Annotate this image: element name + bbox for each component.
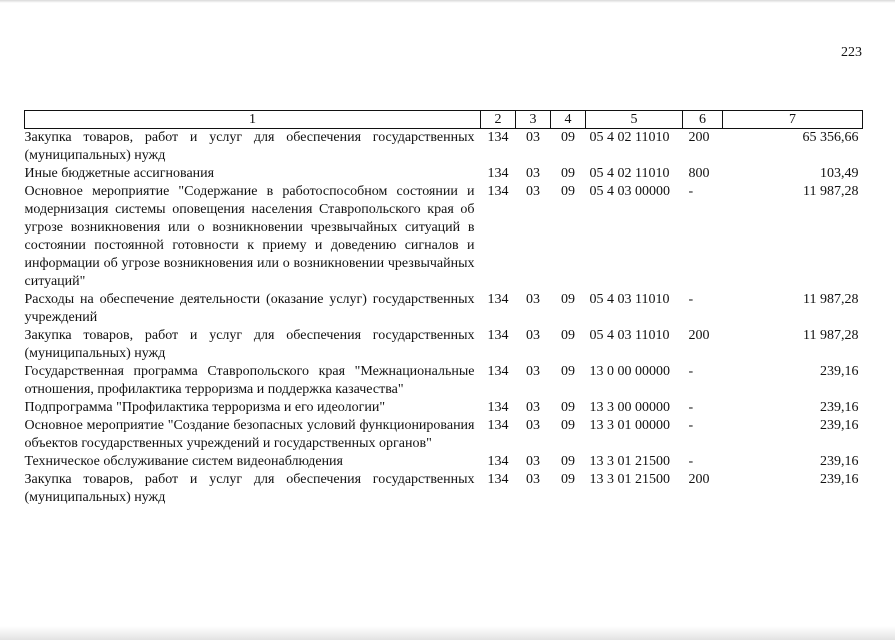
header-col-3: 3: [516, 111, 551, 129]
row-name: Основное мероприятие "Содержание в работоспособном состоянии и модернизация системы оповещения населения Ставропольского края об угрозе возникновения или о возникновении чрезвычайных ситуаций в состоянии постоянной готовности к приему и доведению сигналов и информации об угрозе возникновения или о возникновении чрезвычайных ситуаций": [24, 184, 475, 289]
row-vr: -: [688, 292, 694, 307]
row-sum: 11 987,28: [803, 328, 859, 343]
row-csr: 05 4 03 11010: [589, 328, 670, 343]
table-header-row: [25, 111, 863, 129]
row-csr: 05 4 03 11010: [589, 292, 670, 307]
row-name: Техническое обслуживание систем видеонаблюдения: [24, 454, 343, 469]
row-csr: 05 4 03 00000: [589, 184, 670, 199]
row-rz: 03: [526, 418, 540, 433]
row-sum: 103,49: [820, 166, 859, 181]
row-csr: 13 3 00 00000: [589, 400, 670, 415]
scan-edge-top: [0, 0, 895, 3]
row-rz: 03: [526, 364, 540, 379]
row-sum: 239,16: [820, 472, 859, 487]
row-vr: -: [688, 184, 694, 199]
header-col-5: 5: [586, 111, 683, 129]
scan-edge-bottom: [0, 626, 895, 640]
row-sum: 11 987,28: [803, 292, 859, 307]
table-row: [25, 399, 863, 417]
row-rz: 03: [526, 184, 540, 199]
table-row: [25, 165, 863, 183]
page-number: 223: [841, 45, 862, 60]
row-name: Расходы на обеспечение деятельности (оказание услуг) государственных учреждений: [24, 292, 475, 325]
row-vr: 800: [688, 166, 710, 181]
row-vr: 200: [688, 130, 710, 145]
row-vr: -: [688, 454, 694, 469]
table-row: [25, 417, 863, 453]
row-sum: 239,16: [820, 400, 859, 415]
table-row: [25, 183, 863, 291]
row-csr: 13 3 01 00000: [589, 418, 670, 433]
table-row: [25, 291, 863, 327]
row-rz: 03: [526, 166, 540, 181]
header-col-1: 1: [25, 111, 481, 129]
row-sum: 239,16: [820, 364, 859, 379]
row-pr: 09: [561, 418, 575, 433]
row-csr: 05 4 02 11010: [589, 130, 670, 145]
row-sum: 239,16: [820, 454, 859, 469]
row-rz: 03: [526, 472, 540, 487]
row-name: Закупка товаров, работ и услуг для обеспечения государственных (муниципальных) нужд: [24, 472, 475, 505]
row-vr: -: [688, 418, 694, 433]
table-row: [25, 453, 863, 471]
row-rz: 03: [526, 328, 540, 343]
row-vr: 200: [688, 328, 710, 343]
table-row: [25, 129, 863, 166]
row-sum: 11 987,28: [803, 184, 859, 199]
row-ved: 134: [487, 166, 509, 181]
row-ved: 134: [487, 400, 509, 415]
row-ved: 134: [487, 292, 509, 307]
row-csr: 13 0 00 00000: [589, 364, 670, 379]
budget-table: [24, 110, 863, 507]
row-rz: 03: [526, 130, 540, 145]
row-sum: 65 356,66: [802, 130, 859, 145]
row-pr: 09: [561, 454, 575, 469]
row-vr: -: [688, 364, 694, 379]
row-sum: 239,16: [820, 418, 859, 433]
row-pr: 09: [561, 364, 575, 379]
table-row: [25, 327, 863, 363]
header-col-4: 4: [551, 111, 586, 129]
table-row: [25, 471, 863, 507]
row-ved: 134: [487, 130, 509, 145]
row-name: Основное мероприятие "Создание безопасных условий функционирования объектов государственных учреждений и государственных органов": [24, 418, 475, 451]
row-pr: 09: [561, 328, 575, 343]
row-rz: 03: [526, 400, 540, 415]
row-pr: 09: [561, 472, 575, 487]
row-name: Иные бюджетные ассигнования: [24, 166, 215, 181]
row-ved: 134: [487, 418, 509, 433]
row-pr: 09: [561, 400, 575, 415]
row-ved: 134: [487, 364, 509, 379]
header-col-7: 7: [723, 111, 863, 129]
header-col-2: 2: [481, 111, 516, 129]
row-name: Государственная программа Ставропольского края "Межнациональные отношения, профилактика терроризма и поддержка казачества": [24, 364, 475, 397]
row-pr: 09: [561, 292, 575, 307]
row-name: Закупка товаров, работ и услуг для обеспечения государственных (муниципальных) нужд: [24, 130, 475, 163]
row-ved: 134: [487, 454, 509, 469]
row-vr: 200: [688, 472, 710, 487]
row-name: Закупка товаров, работ и услуг для обеспечения государственных (муниципальных) нужд: [24, 328, 475, 361]
row-rz: 03: [526, 454, 540, 469]
row-rz: 03: [526, 292, 540, 307]
row-csr: 05 4 02 11010: [589, 166, 670, 181]
row-ved: 134: [487, 184, 509, 199]
row-vr: -: [688, 400, 694, 415]
row-ved: 134: [487, 472, 509, 487]
row-ved: 134: [487, 328, 509, 343]
row-pr: 09: [561, 184, 575, 199]
row-pr: 09: [561, 130, 575, 145]
row-csr: 13 3 01 21500: [589, 472, 670, 487]
row-csr: 13 3 01 21500: [589, 454, 670, 469]
header-col-6: 6: [683, 111, 723, 129]
row-pr: 09: [561, 166, 575, 181]
table-row: [25, 363, 863, 399]
row-name: Подпрограмма "Профилактика терроризма и его идеологии": [24, 400, 386, 415]
